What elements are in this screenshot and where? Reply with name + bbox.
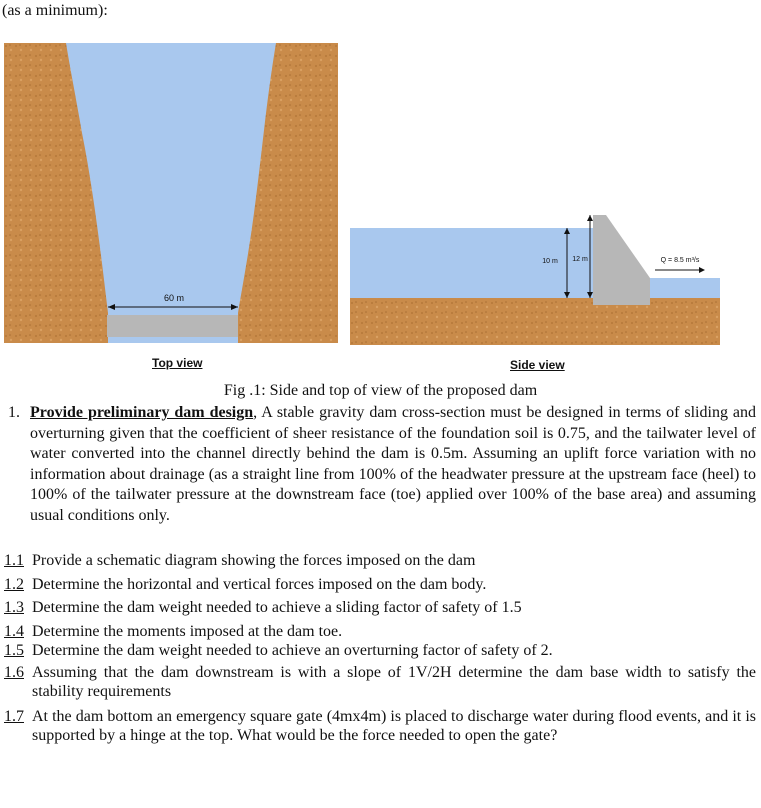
- subquestion-1-3: 1.3 Determine the dam weight needed to achieve a sliding factor of safety of 1.5: [4, 599, 522, 616]
- side-view-dam: [593, 215, 650, 305]
- top-view-figure: [4, 43, 338, 343]
- side-view-height-10: 10 m: [542, 258, 558, 265]
- subquestion-1-4: 1.4 Determine the moments imposed at the dam toe.: [4, 623, 343, 640]
- subquestion-1-2: 1.2 Determine the horizontal and vertical forces imposed on the dam body.: [4, 576, 487, 593]
- figure-caption: Fig .1: Side and top of view of the proposed dam: [223, 382, 538, 399]
- question-1: [8, 403, 756, 526]
- side-view-tailwater: [640, 278, 720, 298]
- side-view-discharge: Q = 8.5 m³/s: [660, 257, 700, 264]
- side-view-figure: [350, 210, 720, 345]
- subquestion-1-7: 1.7 At the dam bottom an emergency square gate (4mx4m) is placed to discharge water during flood events, and it is supported by a hinge at the top. What would be the force needed to open the gate?: [4, 708, 756, 744]
- subquestion-1-1: 1.1 Provide a schematic diagram showing the forces imposed on the dam: [4, 552, 476, 569]
- top-view-width-label: 60 m: [163, 293, 185, 303]
- side-view-soil: [350, 298, 720, 345]
- side-view-height-12: 12 m: [572, 256, 588, 263]
- top-view-caption: Top view: [152, 356, 203, 370]
- side-view-caption: Side view: [510, 358, 565, 372]
- question-text: , A stable gravity dam cross-section must be designed in terms of sliding and overturning given that the coefficient of sheer resistance of the foundation soil is 0.75, and the tailwater level of water converted into the channel directly behind the dam is 0.5m. Assuming an uplift force variation with no information about drainage (as a straight line from 100% of the headwater pressure at the upstream face (heel) to 100% of the tailwater pressure at the downstream face (toe) applied over 100% of the base area) and assuming usual conditions only.: [30, 404, 756, 524]
- question-heading: Provide preliminary dam design: [30, 404, 254, 421]
- subquestion-1-6: 1.6 Assuming that the dam downstream is with a slope of 1V/2H determine the dam base width to satisfy the stability requirements: [4, 664, 756, 700]
- question-body: [30, 403, 756, 526]
- top-view-dam: [107, 315, 238, 337]
- question-number: 1.: [8, 404, 20, 421]
- subquestion-1-5: 1.5 Determine the dam weight needed to achieve an overturning factor of safety of 2.: [4, 642, 553, 659]
- intro-text: (as a minimum):: [2, 2, 108, 19]
